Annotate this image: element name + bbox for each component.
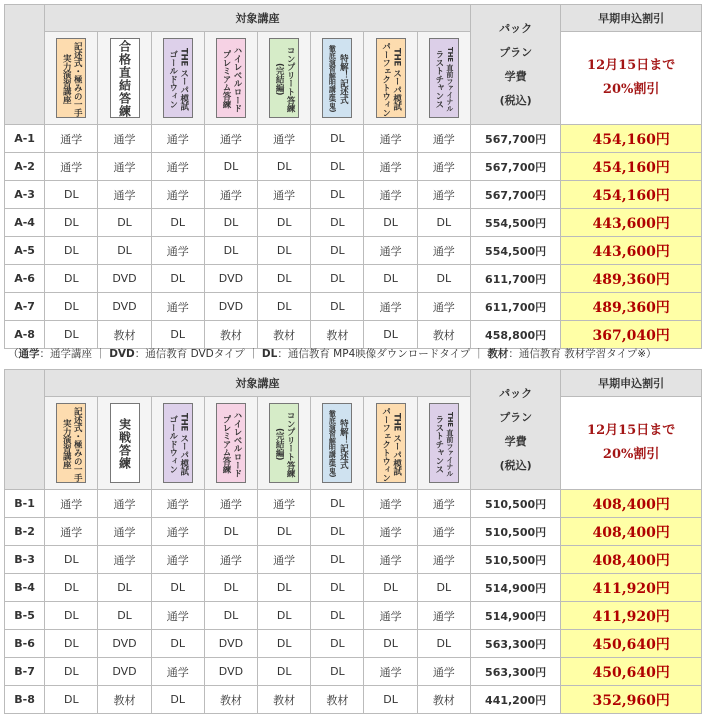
plan-id: A-5 [5,237,45,265]
course-name: パーフェクトウィン [380,41,391,117]
delivery-type-cell: DL [364,574,417,602]
delivery-type-cell: DL [417,209,470,237]
discount-price: 489,360円 [561,265,702,293]
delivery-type-cell: 通学 [364,518,417,546]
pack-price: 611,700円 [470,265,560,293]
delivery-type-cell: DL [258,237,311,265]
course-label-card [56,403,86,483]
pack-price: 611,700円 [470,293,560,321]
course-label-card [269,403,299,483]
delivery-type-cell: DL [311,209,364,237]
target-courses-header: 対象講座 [45,5,471,32]
delivery-type-cell: 通学 [364,153,417,181]
delivery-type-cell: DL [311,630,364,658]
delivery-type-cell: DL [417,630,470,658]
course-header-2 [98,32,151,125]
delivery-type-cell: 通学 [417,293,470,321]
discount-price: 367,040円 [561,321,702,349]
delivery-type-cell: 通学 [45,490,98,518]
course-header-1 [45,32,98,125]
delivery-type-cell: DL [45,237,98,265]
delivery-type-cell: DL [258,293,311,321]
pack-price: 510,500円 [470,518,560,546]
delivery-type-cell: 通学 [151,490,204,518]
plan-id: A-6 [5,265,45,293]
early-discount-header: 早期申込割引 [561,5,702,32]
table-row [5,518,702,546]
course-name: 実戦答練 [117,418,132,470]
delivery-type-cell: DL [311,602,364,630]
delivery-type-cell: 教材 [204,686,257,714]
course-label-card [110,38,140,118]
course-label-card [56,38,86,118]
delivery-type-cell: DL [311,293,364,321]
delivery-type-cell: 通学 [364,546,417,574]
delivery-type-cell: DL [45,602,98,630]
delivery-type-cell: 通学 [204,181,257,209]
delivery-type-cell: DL [258,602,311,630]
delivery-type-cell: DL [364,209,417,237]
delivery-type-cell: 通学 [45,125,98,153]
delivery-type-cell: DL [151,686,204,714]
course-label-card [163,38,193,118]
delivery-type-cell: DL [98,602,151,630]
plan-rows-b [5,490,702,714]
plan-id: B-8 [5,686,45,714]
delivery-type-cell: 通学 [98,153,151,181]
target-courses-header: 対象講座 [45,370,471,397]
delivery-type-cell: DL [311,125,364,153]
delivery-type-cell: DVD [98,293,151,321]
discount-price: 454,160円 [561,125,702,153]
course-name: コンプリート答練 [285,45,296,113]
delivery-type-cell: DVD [98,658,151,686]
pack-price: 563,300円 [470,630,560,658]
table-corner [5,370,45,490]
delivery-type-cell: DL [204,209,257,237]
plan-id: A-3 [5,181,45,209]
delivery-type-cell: DL [45,265,98,293]
course-name: THE 直前ファイナル [445,411,454,477]
course-name: ハイレベルロード [231,45,242,113]
discount-price: 489,360円 [561,293,702,321]
delivery-type-cell: DL [45,321,98,349]
pack-price: 567,700円 [470,181,560,209]
delivery-type-cell: DL [151,209,204,237]
table-row [5,125,702,153]
table-row [5,321,702,349]
delivery-type-cell: 通学 [45,153,98,181]
delivery-type-cell: 教材 [311,321,364,349]
course-header-5 [258,397,311,490]
delivery-type-cell: 通学 [417,237,470,265]
table-row [5,209,702,237]
course-name: 特解！記述式 [338,419,349,469]
delivery-type-cell: 通学 [204,490,257,518]
delivery-type-cell: 通学 [98,546,151,574]
delivery-type-cell: 通学 [417,602,470,630]
delivery-type-cell: 通学 [417,490,470,518]
discount-price: 450,640円 [561,630,702,658]
course-name: ラストチャンス [433,49,444,109]
delivery-type-cell: 通学 [258,490,311,518]
delivery-type-cell: DL [311,237,364,265]
pack-plan-table-a [4,4,702,349]
course-name: 特解！記述式 [338,54,349,104]
delivery-type-cell: 通学 [98,518,151,546]
delivery-type-cell: 通学 [45,518,98,546]
delivery-type-cell: DL [311,181,364,209]
table-corner [5,5,45,125]
delivery-type-cell: 教材 [98,686,151,714]
delivery-type-cell: DVD [98,265,151,293]
delivery-type-cell: 通学 [364,602,417,630]
delivery-type-cell: DVD [98,630,151,658]
delivery-type-cell: 通学 [417,125,470,153]
pack-price: 554,500円 [470,237,560,265]
table-row [5,490,702,518]
delivery-type-cell: DL [364,321,417,349]
delivery-type-cell: 通学 [417,658,470,686]
delivery-type-cell: DL [311,490,364,518]
table-row [5,686,702,714]
pack-plan-table-b [4,369,702,714]
course-label-card [216,403,246,483]
delivery-type-cell: DL [45,293,98,321]
pack-price: 514,900円 [470,602,560,630]
course-header-row [5,32,702,125]
delivery-type-cell: 通学 [364,293,417,321]
table-row [5,546,702,574]
table-row [5,265,702,293]
delivery-type-cell: 教材 [258,321,311,349]
delivery-type-cell: 通学 [364,237,417,265]
discount-price: 454,160円 [561,153,702,181]
pack-price: 510,500円 [470,546,560,574]
delivery-type-cell: DL [311,518,364,546]
delivery-type-cell: DVD [204,293,257,321]
delivery-type-cell: 通学 [417,518,470,546]
course-header-1 [45,397,98,490]
course-name: プレミアム答練 [220,49,231,109]
delivery-type-cell: DL [204,574,257,602]
delivery-type-cell: DL [258,209,311,237]
delivery-type-cell: 通学 [417,153,470,181]
delivery-type-cell: 通学 [364,125,417,153]
course-header-7 [364,397,417,490]
plan-id: B-1 [5,490,45,518]
delivery-type-cell: DL [311,153,364,181]
delivery-type-cell: DL [364,686,417,714]
delivery-type-cell: 教材 [98,321,151,349]
course-name: THE スーパ模試 [178,412,189,476]
course-label-card [376,403,406,483]
course-name: 記述式・極みの一手 [72,406,83,482]
plan-id: A-4 [5,209,45,237]
course-name: プレミアム答練 [220,414,231,474]
delivery-type-cell: DL [98,574,151,602]
course-name: 合格直結答練 [117,40,132,118]
course-name: THE スーパ模試 [178,47,189,111]
course-header-4 [204,397,257,490]
plan-id: A-8 [5,321,45,349]
course-header-4 [204,32,257,125]
discount-price: 408,400円 [561,546,702,574]
plan-id: A-1 [5,125,45,153]
delivery-type-cell: 通学 [151,293,204,321]
delivery-type-cell: DL [45,181,98,209]
discount-price: 443,600円 [561,237,702,265]
table-row [5,237,702,265]
table-row [5,574,702,602]
course-header-8 [417,397,470,490]
course-name: 実力演習講座 [61,419,72,469]
delivery-type-cell: 通学 [151,658,204,686]
delivery-type-cell: DL [311,658,364,686]
table-row [5,293,702,321]
early-discount-header: 早期申込割引 [561,370,702,397]
delivery-type-cell: 通学 [151,602,204,630]
delivery-type-cell: DL [311,546,364,574]
discount-price: 450,640円 [561,658,702,686]
delivery-type-cell: DL [98,209,151,237]
course-name: 徹底演習解明講座(鬼) [328,45,337,113]
delivery-type-cell: 教材 [417,686,470,714]
delivery-type-cell: DL [98,237,151,265]
pack-price: 554,500円 [470,209,560,237]
delivery-type-cell: DL [45,686,98,714]
pack-price: 514,900円 [470,574,560,602]
course-label-card [429,403,459,483]
delivery-type-cell: DL [45,658,98,686]
pack-plan-header: パック プラン 学費 (税込) [470,370,560,490]
legend: （通学：通学講座 ｜ DVD：通信教育 DVDタイプ ｜ DL：通信教育 MP4映像ダウンロードタイプ ｜ 教材：通信教育 教材学習タイプ※） [8,348,657,360]
course-label-card [322,403,352,483]
plan-id: B-5 [5,602,45,630]
delivery-type-cell: DL [204,602,257,630]
discount-price: 411,920円 [561,574,702,602]
plan-id: B-6 [5,630,45,658]
plan-id: B-4 [5,574,45,602]
course-label-card [269,38,299,118]
delivery-type-cell: DVD [204,630,257,658]
delivery-type-cell: 通学 [364,181,417,209]
delivery-type-cell: DL [45,574,98,602]
course-label-card [163,403,193,483]
discount-price: 408,400円 [561,518,702,546]
plan-id: A-2 [5,153,45,181]
delivery-type-cell: 通学 [364,490,417,518]
pack-price: 458,800円 [470,321,560,349]
delivery-type-cell: 教材 [311,686,364,714]
plan-id: B-3 [5,546,45,574]
discount-price: 454,160円 [561,181,702,209]
course-name: THE 直前ファイナル [445,46,454,112]
pack-price: 567,700円 [470,125,560,153]
delivery-type-cell: DL [258,574,311,602]
delivery-type-cell: DL [151,321,204,349]
delivery-type-cell: 通学 [204,546,257,574]
delivery-type-cell: 通学 [258,546,311,574]
delivery-type-cell: DVD [204,658,257,686]
course-name: THE スーパ模試 [391,412,402,476]
course-name: コンプリート答練 [285,410,296,478]
course-header-5 [258,32,311,125]
course-name: THE スーパ模試 [391,47,402,111]
table-row [5,153,702,181]
delivery-type-cell: 通学 [151,181,204,209]
course-header-6 [311,397,364,490]
delivery-type-cell: 通学 [151,153,204,181]
delivery-type-cell: DL [311,265,364,293]
delivery-type-cell: 通学 [151,518,204,546]
course-name: ハイレベルロード [231,410,242,478]
pack-price: 441,200円 [470,686,560,714]
delivery-type-cell: DL [45,630,98,658]
table-row [5,630,702,658]
discount-price: 352,960円 [561,686,702,714]
delivery-type-cell: DL [364,630,417,658]
course-name: パーフェクトウィン [380,406,391,482]
delivery-type-cell: DL [151,630,204,658]
pack-price: 563,300円 [470,658,560,686]
course-label-card [110,403,140,483]
delivery-type-cell: DL [258,518,311,546]
delivery-type-cell: DL [204,237,257,265]
course-name: ゴールドウィン [167,414,178,474]
delivery-type-cell: DL [151,265,204,293]
delivery-type-cell: DL [204,518,257,546]
course-label-card [322,38,352,118]
delivery-type-cell: DL [151,574,204,602]
table-row [5,658,702,686]
delivery-type-cell: 通学 [204,125,257,153]
delivery-type-cell: DL [417,265,470,293]
delivery-type-cell: DL [364,265,417,293]
delivery-type-cell: 通学 [151,237,204,265]
delivery-type-cell: DL [258,630,311,658]
discount-terms: 12月15日まで 20%割引 [561,397,702,490]
delivery-type-cell: 通学 [98,125,151,153]
course-name: (完結編) [274,62,285,96]
delivery-type-cell: 通学 [151,546,204,574]
discount-price: 411,920円 [561,602,702,630]
delivery-type-cell: DL [204,153,257,181]
plan-id: B-7 [5,658,45,686]
course-header-8 [417,32,470,125]
delivery-type-cell: 通学 [417,546,470,574]
delivery-type-cell: 通学 [364,658,417,686]
delivery-type-cell: 通学 [98,490,151,518]
delivery-type-cell: DL [311,574,364,602]
delivery-type-cell: DL [45,546,98,574]
delivery-type-cell: DL [258,153,311,181]
course-name: 実力演習講座 [61,54,72,104]
delivery-type-cell: 通学 [98,181,151,209]
plan-id: B-2 [5,518,45,546]
pack-price: 567,700円 [470,153,560,181]
delivery-type-cell: 通学 [258,125,311,153]
course-header-3 [151,397,204,490]
plan-rows-a [5,125,702,349]
table-row [5,181,702,209]
discount-price: 443,600円 [561,209,702,237]
delivery-type-cell: 教材 [417,321,470,349]
delivery-type-cell: 通学 [151,125,204,153]
course-header-row [5,397,702,490]
delivery-type-cell: 通学 [258,181,311,209]
course-name: 記述式・極みの一手 [72,41,83,117]
course-label-card [216,38,246,118]
course-name: 徹底演習解明講座(鬼) [328,410,337,478]
pack-plan-header: パック プラン 学費 (税込) [470,5,560,125]
delivery-type-cell: DL [417,574,470,602]
course-label-card [376,38,406,118]
discount-terms: 12月15日まで 20%割引 [561,32,702,125]
delivery-type-cell: DL [258,658,311,686]
course-header-3 [151,32,204,125]
course-name: ゴールドウィン [167,49,178,109]
course-header-6 [311,32,364,125]
table-row [5,602,702,630]
delivery-type-cell: DL [45,209,98,237]
course-name: (完結編) [274,427,285,461]
discount-price: 408,400円 [561,490,702,518]
plan-id: A-7 [5,293,45,321]
pack-price: 510,500円 [470,490,560,518]
delivery-type-cell: 教材 [204,321,257,349]
course-header-2 [98,397,151,490]
course-name: ラストチャンス [433,414,444,474]
delivery-type-cell: 教材 [258,686,311,714]
delivery-type-cell: 通学 [417,181,470,209]
delivery-type-cell: DVD [204,265,257,293]
course-label-card [429,38,459,118]
delivery-type-cell: DL [258,265,311,293]
course-header-7 [364,32,417,125]
